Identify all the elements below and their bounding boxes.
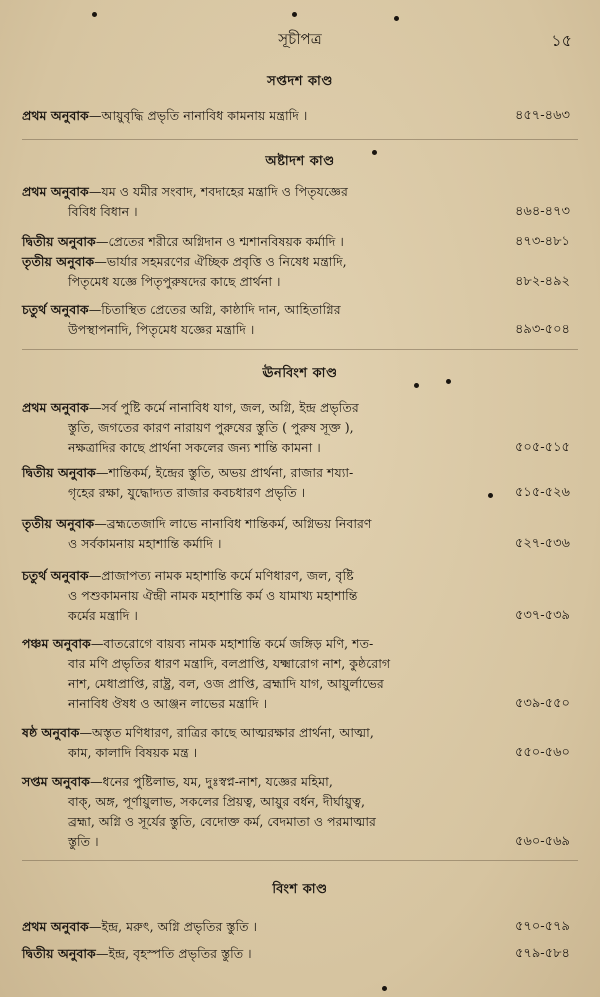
entry-line <box>22 917 578 937</box>
toc-entry <box>22 917 578 937</box>
entry-text: —ইন্দ্র, মরুৎ, অগ্নি প্রভৃতির স্তুতি । <box>88 919 258 934</box>
entry-line: স্তুতি । <box>68 834 99 849</box>
entry-text: —চিতাস্থিত প্রেতের অগ্নি, কাষ্ঠাদি দান, আহিতাগ্নির <box>88 302 341 317</box>
toc-entry <box>22 944 578 964</box>
entry-text: —যম ও যমীর সংবাদ, শবদাহের মন্ত্রাদি ও পিতৃযজ্ঞের <box>88 184 348 199</box>
section-divider <box>22 139 578 140</box>
entry-text: —প্রেতের শরীরে অগ্নিদান ও শ্মশানবিষয়ক কর্মাদি । <box>95 234 344 249</box>
toc-entry <box>22 566 578 626</box>
entry-line: গৃহের রক্ষা, যুদ্ধোদ্যত রাজার কবচধারণ প্রভৃতি । <box>68 485 306 500</box>
page-title: সূচীপত্র <box>278 30 322 48</box>
entry-line <box>22 300 578 320</box>
page-number: ১৫ <box>551 31 572 50</box>
entry-line <box>22 252 578 272</box>
ink-speck <box>382 986 387 991</box>
entry-heading: দ্বিতীয় অনুবাক <box>22 946 96 961</box>
entry-text: —শান্তিকর্ম, ইন্দ্রের স্তুতি, অভয় প্রার্থনা, রাজার শয্যা- <box>95 465 354 480</box>
entry-line: নক্ষত্রাদির কাছে প্রার্থনা সকলের জন্য শান্তি কামনা । <box>68 440 321 455</box>
entry-heading: ষষ্ঠ অনুবাক <box>22 725 80 740</box>
entry-line: পিতৃমেধ যজ্ঞে পিতৃপুরুষদের কাছে প্রার্থনা । <box>68 274 281 289</box>
toc-entry <box>22 106 578 126</box>
entry-line <box>22 566 578 586</box>
entry-line <box>22 398 578 418</box>
toc-entry <box>22 634 578 714</box>
entry-text: —প্রাজাপত্য নামক মহাশান্তি কর্মে মণিধারণ, জল, বৃষ্টি <box>88 568 354 583</box>
entry-heading: চতুর্থ অনুবাক <box>22 568 89 583</box>
entry-line: ব্রহ্মা, অগ্নি ও সূর্যের স্তুতি, বেদোক্ত কর্ম, বেদমাতা ও পরমাত্মার <box>68 814 376 829</box>
entry-pages: ৫২৭-৫৩৬ <box>514 536 570 551</box>
entry-text: —বাতরোগে বায়ব্য নামক মহাশান্তি কর্মে জঙ্গিড় মণি, শত- <box>90 636 374 651</box>
ink-speck <box>292 12 297 17</box>
entry-heading: সপ্তম অনুবাক <box>22 774 90 789</box>
ink-speck <box>394 16 399 21</box>
entry-line <box>22 723 578 743</box>
toc-entry <box>22 463 578 503</box>
entry-line: উপস্থাপনাদি, পিতৃমেধ যজ্ঞের মন্ত্রাদি । <box>68 322 255 337</box>
entry-pages: ৪৮২-৪৯২ <box>514 274 570 289</box>
toc-entry <box>22 232 578 252</box>
entry-text: —ব্রহ্মতেজাদি লাভে নানাবিধ শান্তিকর্ম, অগ্নিভয় নিবারণ <box>94 516 372 531</box>
entry-heading: দ্বিতীয় অনুবাক <box>22 465 96 480</box>
entry-heading: তৃতীয় অনুবাক <box>22 516 95 531</box>
entry-line: বার মণি প্রভৃতির ধারণ মন্ত্রাদি, বলপ্রাপ্তি, যক্ষ্মারোগ নাশ, কুষ্ঠরোগ <box>68 656 391 671</box>
toc-entry <box>22 300 578 340</box>
entry-line: বাক্, অঙ্গ, পূর্ণায়ুলাভ, সকলের প্রিয়ত্ব, আয়ুর বর্ধন, দীর্ঘায়ুত্ব, <box>68 794 365 809</box>
toc-entry <box>22 398 578 458</box>
entry-line: কাম, কালাদি বিষয়ক মন্ত্র । <box>68 745 198 760</box>
section-title: সপ্তদশ কাণ্ড <box>267 74 333 89</box>
entry-line <box>22 772 578 792</box>
entry-line: নাশ, মেধাপ্রাপ্তি, রাষ্ট্র, বল, ওজ প্রাপ্তি, ব্রহ্মাদি যাগ, আয়ুর্লাভের <box>68 676 384 691</box>
ink-speck <box>488 493 493 498</box>
entry-pages: ৫৬০-৫৬৯ <box>514 834 570 849</box>
entry-line <box>22 232 578 252</box>
entry-heading: তৃতীয় অনুবাক <box>22 254 95 269</box>
entry-text: —ভার্যার সহমরণের ঐচ্ছিক প্রবৃত্তি ও নিষেধ মন্ত্রাদি, <box>94 254 347 269</box>
entry-pages: ৪৯৩-৫০৪ <box>514 322 570 337</box>
entry-line <box>22 634 578 654</box>
entry-line <box>22 106 578 126</box>
section-title: অষ্টাদশ কাণ্ড <box>265 154 335 169</box>
entry-line: বিবিধ বিধান । <box>68 204 138 219</box>
running-head <box>0 28 600 52</box>
entry-pages: ৫৭০-৫৭৯ <box>514 919 570 934</box>
entry-pages: ৪৭৩-৪৮১ <box>514 234 570 249</box>
entry-text: —ইন্দ্র, বৃহস্পতি প্রভৃতির স্তুতি । <box>95 946 252 961</box>
entry-line: ও পশুকামনায় ঐন্দ্রী নামক মহাশান্তি কর্ম ও যামাখ্য মহাশান্তি <box>68 588 358 603</box>
toc-entry <box>22 514 578 554</box>
entry-text: —অস্তৃত মণিধারণ, রাত্রির কাছে আত্মরক্ষার প্রার্থনা, আত্মা, <box>79 725 374 740</box>
entry-pages: ৫৩৭-৫৩৯ <box>514 608 570 623</box>
entry-heading: প্রথম অনুবাক <box>22 108 89 123</box>
entry-pages: ৫১৫-৫২৬ <box>514 485 570 500</box>
section-divider <box>22 349 578 350</box>
toc-entry <box>22 772 578 852</box>
entry-heading: দ্বিতীয় অনুবাক <box>22 234 96 249</box>
entry-text: —আয়ুবৃদ্ধি প্রভৃতি নানাবিধ কামনায় মন্ত্রাদি । <box>88 108 308 123</box>
entry-line <box>22 514 578 534</box>
entry-heading: পঞ্চম অনুবাক <box>22 636 91 651</box>
entry-line: কর্মের মন্ত্রাদি । <box>68 608 138 623</box>
entry-text: —ধনের পুষ্টিলাভ, যম, দুঃস্বপ্ন-নাশ, যজ্ঞের মহিমা, <box>89 774 333 789</box>
entry-heading: চতুর্থ অনুবাক <box>22 302 89 317</box>
entry-pages: ৫৭৯-৫৮৪ <box>514 946 570 961</box>
entry-line <box>22 944 578 964</box>
ink-speck <box>414 383 419 388</box>
entry-line: ও সর্বকামনায় মহাশান্তি কর্মাদি । <box>68 536 222 551</box>
entry-line <box>22 463 578 483</box>
entry-pages: ৪৬৪-৪৭৩ <box>514 204 570 219</box>
toc-entry <box>22 252 578 292</box>
entry-heading: প্রথম অনুবাক <box>22 400 89 415</box>
entry-heading: প্রথম অনুবাক <box>22 184 89 199</box>
entry-text: —সর্ব পুষ্টি কর্মে নানাবিধ যাগ, জল, অগ্নি, ইন্দ্র প্রভৃতির <box>88 400 359 415</box>
toc-entry <box>22 723 578 763</box>
ink-speck <box>446 379 451 384</box>
entry-pages: ৪৫৭-৪৬৩ <box>514 108 570 123</box>
ink-speck <box>92 12 97 17</box>
entry-pages: ৫৫০-৫৬০ <box>514 745 570 760</box>
toc-entry <box>22 182 578 222</box>
entry-pages: ৫০৫-৫১৫ <box>514 440 570 455</box>
entry-line: স্তুতি, জগতের কারণ নারায়ণ পুরুষের স্তুতি ( পুরুষ সূক্ত ), <box>68 420 354 435</box>
entry-heading: প্রথম অনুবাক <box>22 919 89 934</box>
entry-pages: ৫৩৯-৫৫০ <box>514 696 570 711</box>
entry-line: নানাবিধ ঔষধ ও আঞ্জন লাভের মন্ত্রাদি । <box>68 696 268 711</box>
section-title: ঊনবিংশ কাণ্ড <box>262 366 338 381</box>
entry-line <box>22 182 578 202</box>
ink-speck <box>372 150 377 155</box>
section-divider <box>22 860 578 861</box>
section-title: বিংশ কাণ্ড <box>272 882 328 897</box>
